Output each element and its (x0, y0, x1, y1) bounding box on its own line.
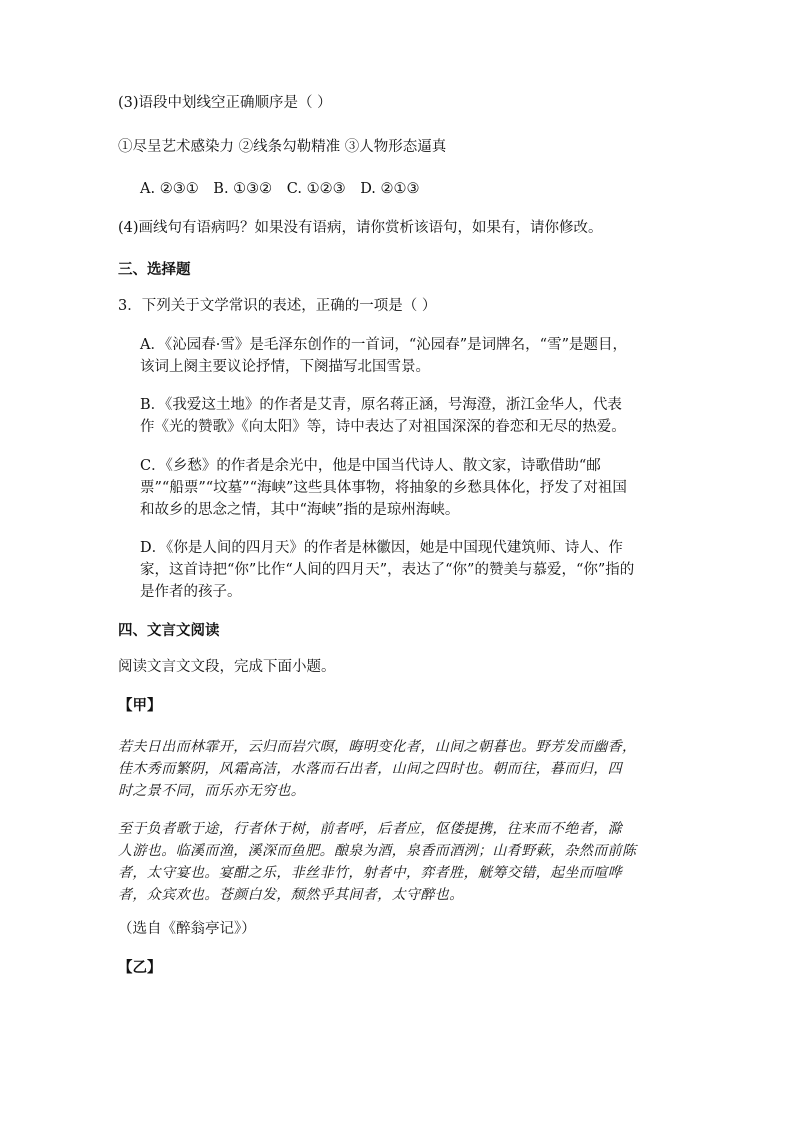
option-d-line1: D．《你是人间的四月天》的作者是林徽因，她是中国现代建筑师、诗人、作 (140, 540, 623, 556)
q4-stem: (4)画线句有语病吗？如果没有语病，请你赏析该语句，如果有，请你修改。 (118, 220, 603, 236)
q3-stem: (3)语段中划线空正确顺序是（ ） (118, 95, 332, 111)
option-b-line2: 作《光的赞歌》《向太阳》等，诗中表达了对祖国深深的眷恋和无尽的热爱。 (140, 419, 626, 435)
jia-label: 【甲】 (118, 697, 162, 714)
q3-option-c: C. ①②③ (286, 181, 346, 197)
section4-title: 四、文言文阅读 (118, 622, 220, 639)
q3-option-b: B. ①③② (213, 181, 273, 197)
option-b-line1: B．《我爱这土地》的作者是艾青，原名蒋正涵，号海澄，浙江金华人，代表 (140, 397, 622, 413)
option-d-line2: 家，这首诗把“你”比作“人间的四月天”，表达了“你”的赞美与慕爱，“你”指的 (140, 562, 635, 578)
option-c-line2: 票”“船票”“坟墓”“海峡”这些具体事物，将抽象的乡愁具体化，抒发了对祖国 (140, 480, 627, 496)
jia-para1-line3: 时之景不同，而乐亦无穷也。 (118, 783, 306, 799)
jia-para2-line3: 者，太守宴也。宴酣之乐，非丝非竹，射者中，弈者胜，觥筹交错，起坐而喧哗 (118, 865, 622, 881)
yi-label: 【乙】 (118, 959, 162, 976)
section3-title: 三、选择题 (118, 261, 191, 278)
jia-para1-line2: 佳木秀而繁阴，风霜高洁，水落而石出者，山间之四时也。朝而往，暮而归，四 (118, 761, 622, 777)
jia-para1-line1: 若夫日出而林霏开，云归而岩穴暝，晦明变化者，山间之朝暮也。野芳发而幽香， (118, 739, 637, 755)
option-c-line3: 和故乡的思念之情，其中“海峡”指的是琼州海峡。 (140, 502, 460, 518)
q3-option-a: A. ②③① (140, 181, 199, 197)
q3-option-d: D. ②①③ (360, 181, 420, 197)
jia-para2-line2: 人游也。临溪而渔，溪深而鱼肥。酿泉为酒，泉香而酒洌；山肴野蔌，杂然而前陈 (118, 843, 637, 859)
option-a-line1: A．《沁园春·雪》是毛泽东创作的一首词，“沁园春”是词牌名，“雪”是题目， (140, 337, 627, 353)
section3-question: 3．下列关于文学常识的表述，正确的一项是（ ） (118, 298, 437, 314)
section4-instruction: 阅读文言文文段，完成下面小题。 (118, 659, 336, 675)
option-c-line1: C．《乡愁》的作者是余光中，他是中国当代诗人、散文家，诗歌借助“邮 (140, 458, 601, 474)
q3-phrases: ①尽呈艺术感染力 ②线条勾勒精准 ③人物形态逼真 (118, 139, 447, 155)
jia-para2-line4: 者，众宾欢也。苍颜白发，颓然乎其间者，太守醉也。 (118, 887, 464, 903)
jia-para2-line1: 至于负者歌于途，行者休于树，前者呼，后者应，伛偻提携，往来而不绝者，滁 (118, 821, 622, 837)
option-d-line3: 是作者的孩子。 (140, 584, 242, 600)
q3-options (140, 178, 430, 200)
option-a-line2: 该词上阕主要议论抒情，下阕描写北国雪景。 (140, 359, 430, 375)
source-note: （选自《醉翁亭记》） (118, 921, 256, 937)
